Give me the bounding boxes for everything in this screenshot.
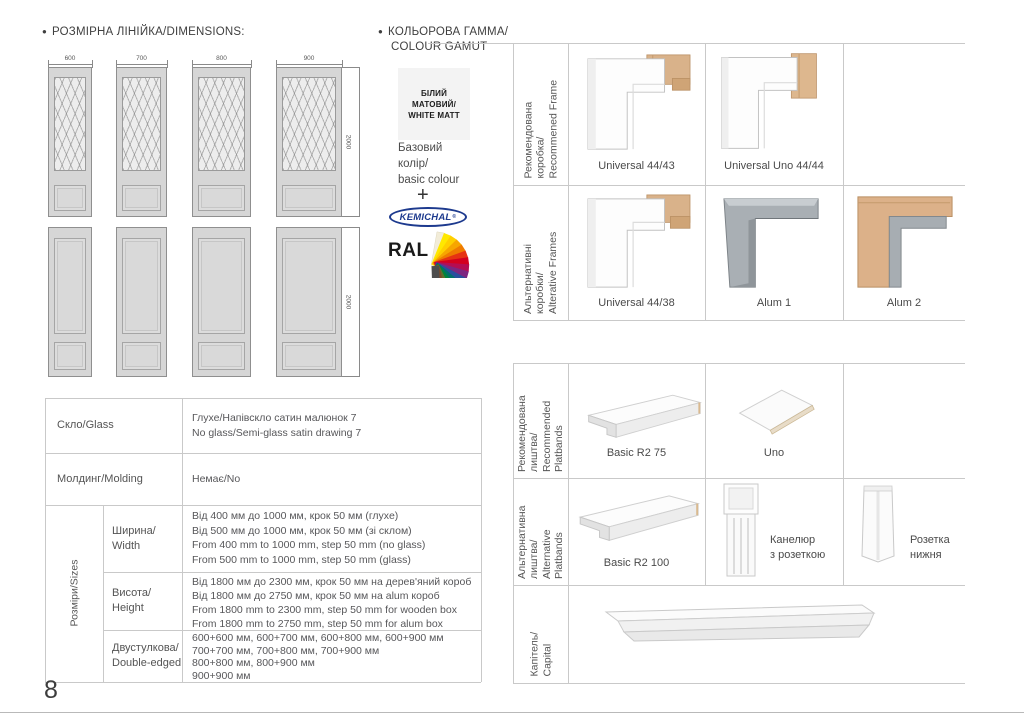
height-dimension-label: 2000 <box>344 134 352 150</box>
table-line <box>513 478 965 479</box>
door-diagram-solid-800 <box>192 227 251 377</box>
table-line <box>513 585 965 586</box>
registered-mark: ® <box>452 214 457 220</box>
product-label: Alum 2 <box>886 297 922 309</box>
base-colour-line: basic colour <box>398 174 460 186</box>
product-label: Basic R2 75 <box>606 447 667 459</box>
width-row-value <box>192 509 425 567</box>
door-diagram-solid-700 <box>116 227 167 377</box>
page-bottom-rule <box>0 712 1024 713</box>
product-label-line: нижня <box>910 549 942 561</box>
table-line <box>513 363 965 364</box>
product-label-line: Розетка <box>910 534 950 546</box>
row-label-capital <box>514 585 569 683</box>
row-label-line: лиштва/ <box>528 432 540 472</box>
width-dimension-label: 700 <box>136 55 147 62</box>
width-dimension-700 <box>116 52 167 65</box>
row-label-alternative-frames <box>513 185 568 320</box>
table-line <box>103 572 481 573</box>
width-dimension-900 <box>276 52 342 65</box>
table-line <box>428 43 965 44</box>
door-glass-lattice <box>282 77 336 171</box>
fluted-platband-image <box>720 482 762 578</box>
height-row-value <box>192 575 471 631</box>
door-glass-lattice <box>54 77 86 171</box>
row-label-line: Альтернативні <box>521 244 534 314</box>
door-top-panel <box>198 238 245 334</box>
dimensions-title-text: РОЗМІРНА ЛІНІЙКА/DIMENSIONS: <box>52 26 245 38</box>
table-line <box>843 363 844 585</box>
panel-inner <box>201 188 242 208</box>
table-line <box>513 320 965 321</box>
double-edged-row-label <box>112 641 181 671</box>
height-dimension-row1 <box>342 67 360 217</box>
width-value-line: From 400 mm to 1000 mm, step 50 mm (no glass) <box>192 539 426 551</box>
product-label: Uno <box>763 447 785 459</box>
base-colour-caption <box>398 140 459 188</box>
table-line <box>843 43 844 320</box>
door-top-panel <box>282 238 336 334</box>
capital-image <box>600 600 880 648</box>
panel-inner <box>125 345 158 367</box>
panel-inner <box>125 188 158 208</box>
table-line <box>45 505 481 506</box>
door-bottom-panel <box>198 185 245 211</box>
row-label-line: Capital <box>541 643 553 677</box>
door-bottom-panel <box>282 342 336 370</box>
door-bottom-panel <box>54 342 86 370</box>
width-label-line: Width <box>112 540 141 552</box>
width-dimension-label: 600 <box>64 55 76 62</box>
universal-44-38-image <box>580 191 698 293</box>
row-label-line: лиштва/ <box>528 539 540 579</box>
door-glass-lattice <box>198 77 245 171</box>
panel-inner <box>201 345 242 367</box>
table-line <box>513 185 965 186</box>
door-glass-lattice <box>122 77 161 171</box>
row-label-line: Recommended <box>540 400 553 472</box>
molding-row-label: Молдинг/Molding <box>57 473 143 485</box>
dimensions-section-title <box>42 24 245 40</box>
product-label <box>770 533 825 563</box>
product-label: Alum 1 <box>756 297 792 309</box>
base-colour-line: колір/ <box>398 158 429 170</box>
universal-uno-44-44-image <box>714 49 830 155</box>
door-bottom-panel <box>122 342 161 370</box>
row-label-line: Капітель/ <box>528 631 541 677</box>
width-dimension-600 <box>48 52 92 65</box>
product-label: Universal 44/43 <box>598 160 675 172</box>
height-value-line: Від 1800 мм до 2750 мм, крок 50 мм на alum короб <box>192 590 440 602</box>
basic-r2-75-image <box>585 391 713 447</box>
row-label-line: Alterative Frames <box>546 231 559 314</box>
table-line <box>45 398 481 399</box>
uno-platband-image <box>732 385 818 445</box>
product-label: Universal Uno 44/44 <box>724 160 824 172</box>
width-dimension-label: 800 <box>216 55 227 62</box>
row-label-line: Platbands <box>553 532 565 579</box>
swatch-text: БІЛИЙ <box>420 88 448 98</box>
product-label: Basic R2 100 <box>603 557 670 569</box>
panel-inner <box>57 241 83 331</box>
bottom-rosette-image <box>858 484 898 566</box>
product-label: Universal 44/38 <box>598 297 675 309</box>
table-line <box>481 398 482 682</box>
panel-inner <box>125 241 158 331</box>
double-edged-label-line: Двустулкова/ <box>112 642 179 654</box>
table-line <box>45 453 481 454</box>
sizes-group-label <box>46 505 104 682</box>
basic-r2-100-image <box>575 492 713 550</box>
panel-inner <box>57 188 83 208</box>
row-label-line: Альтернативна <box>515 505 528 579</box>
height-row-label <box>112 586 151 616</box>
row-label-recommended-platbands <box>513 363 568 478</box>
door-bottom-panel <box>282 185 336 211</box>
height-dimension-row2 <box>342 227 360 377</box>
alum-2-image <box>852 191 958 293</box>
table-line <box>513 683 965 684</box>
glass-value-line: No glass/Semi-glass satin drawing 7 <box>192 427 362 439</box>
plus-sign: + <box>417 184 429 206</box>
double-edged-value-line: 600+600 мм, 600+700 мм, 600+800 мм, 600+900 мм <box>192 632 444 644</box>
molding-row-value: Немає/No <box>192 473 241 485</box>
width-dimension-800 <box>192 52 251 65</box>
width-dimension-label: 900 <box>303 55 315 62</box>
double-edged-value-line: 700+700 мм, 700+800 мм, 700+900 мм <box>192 644 380 657</box>
product-label-line: з розеткою <box>770 549 826 561</box>
panel-inner <box>201 241 242 331</box>
row-label-recommended-frame <box>514 43 569 185</box>
width-value-line: Від 500 мм до 1000 мм, крок 50 мм (зі склом) <box>192 524 412 537</box>
swatch-text: WHITE MATT <box>408 110 460 120</box>
door-top-panel <box>122 238 161 334</box>
product-label <box>910 533 950 563</box>
table-line <box>705 43 706 320</box>
door-diagram-solid-900 <box>276 227 342 377</box>
double-edged-label-line: Double-edged <box>112 657 182 669</box>
height-label-line: Висота/ <box>112 587 152 599</box>
width-value-line: From 500 mm to 1000 mm, step 50 mm (glass) <box>192 553 411 566</box>
panel-inner <box>285 241 333 331</box>
height-value-line: Від 1800 мм до 2300 мм, крок 50 мм на дерев'яний короб <box>192 576 472 588</box>
colour-title-line1: КОЛЬОРОВА ГАММА/ <box>388 26 509 38</box>
colour-section-title <box>378 24 508 55</box>
table-line <box>182 398 183 682</box>
door-diagram-glazed-800 <box>192 67 251 217</box>
universal-44-43-image <box>580 49 698 155</box>
base-colour-line: Базовий <box>398 142 443 154</box>
sizes-group-label-text: Розміри/Sizes <box>68 559 81 627</box>
row-label-line: Alternative <box>540 529 553 579</box>
row-label-line: Рекомендована <box>522 101 535 179</box>
height-dimension-label: 2000 <box>344 294 352 310</box>
panel-inner <box>285 188 333 208</box>
panel-inner <box>285 345 333 367</box>
kemichal-logo-text: KEMICHAL <box>399 211 452 223</box>
door-bottom-panel <box>198 342 245 370</box>
ral-logo-text: RAL <box>388 240 429 261</box>
row-label-line: Recommened Frame <box>547 79 560 179</box>
bullet-icon: ● <box>378 27 384 36</box>
double-edged-value-line: 800+800 мм, 800+900 мм <box>192 657 315 670</box>
product-label-line: Канелюр <box>770 534 816 546</box>
door-diagram-glazed-600 <box>48 67 92 217</box>
door-diagram-glazed-900 <box>276 67 342 217</box>
height-label-line: Height <box>112 602 144 614</box>
panel-inner <box>57 345 83 367</box>
glass-value-line: Глухе/Напівскло сатин малюнок 7 <box>192 412 357 424</box>
glass-row-value <box>192 411 361 441</box>
width-row-label <box>112 524 156 554</box>
door-diagram-solid-600 <box>48 227 92 377</box>
row-label-line: коробка/ <box>534 136 547 179</box>
height-value-line: From 1800 mm to 2300 mm, step 50 mm for wooden box <box>192 604 457 616</box>
door-bottom-panel <box>54 185 86 211</box>
height-value-line: From 1800 mm to 2750 mm, step 50 mm for alum box <box>192 618 443 630</box>
width-value-line: Від 400 мм до 1000 мм, крок 50 мм (глухе) <box>192 510 399 522</box>
door-diagram-glazed-700 <box>116 67 167 217</box>
door-top-panel <box>54 238 86 334</box>
double-edged-value-line: 900+900 мм <box>192 669 251 682</box>
row-label-alternative-platbands <box>513 478 568 585</box>
white-matt-swatch <box>398 68 470 140</box>
row-label-line: коробки/ <box>534 272 547 314</box>
row-label-line: Platbands <box>553 425 565 472</box>
width-label-line: Ширина/ <box>112 525 156 537</box>
double-edged-row-value <box>192 632 444 682</box>
bullet-icon: ● <box>42 27 48 36</box>
glass-row-label: Скло/Glass <box>57 419 114 431</box>
ral-colour-fan-icon <box>423 224 477 278</box>
door-bottom-panel <box>122 185 161 211</box>
colour-title-line2: COLOUR GAMUT <box>391 41 488 53</box>
page-number: 8 <box>44 676 58 704</box>
row-label-line: Рекомендована <box>515 395 528 472</box>
swatch-text: МАТОВИЙ/ <box>411 99 457 109</box>
alum-1-image <box>716 191 830 293</box>
